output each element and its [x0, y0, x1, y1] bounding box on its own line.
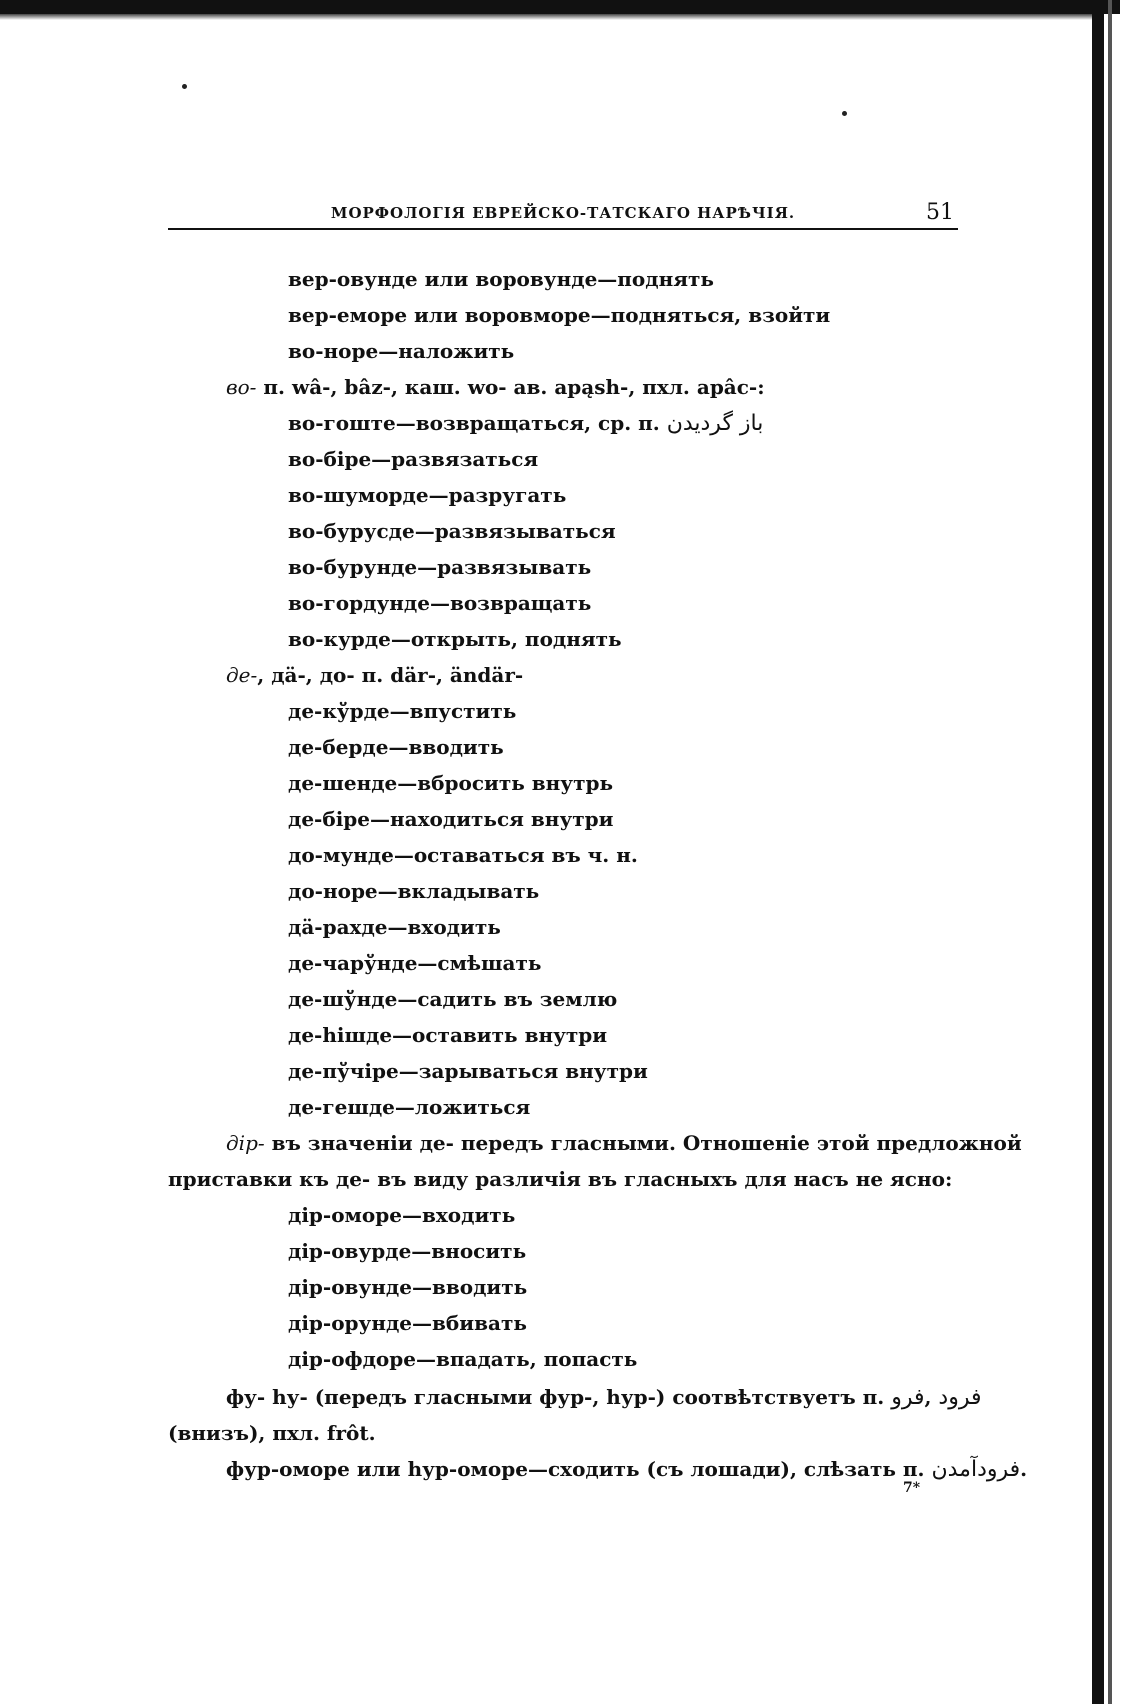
- prefix-label: во-: [226, 375, 257, 399]
- text-line: де-чарўнде—смѣшать: [288, 951, 542, 975]
- running-head: МОРФОЛОГІЯ ЕВРЕЙСКО-ТАТСКАГО НАРѢЧІЯ.: [330, 204, 796, 222]
- text-line: во-норе—наложить: [288, 339, 515, 363]
- scan-border-right: [1092, 0, 1104, 1704]
- persian-word: باز گردیدن: [666, 411, 764, 436]
- text-line: во-шуморде—разругать: [288, 483, 567, 507]
- text-line: во-гордунде—возвращать: [288, 591, 592, 615]
- text-line: де-гешде—ложиться: [288, 1095, 531, 1119]
- text-line: [288, 410, 763, 437]
- text-line: до-норе—вкладывать: [288, 879, 540, 903]
- persian-word: فرو: [891, 1385, 925, 1410]
- text-line: вер-еморе или воровморе—подняться, взойти: [288, 303, 831, 327]
- text-line: во-бурусде—развязываться: [288, 519, 616, 543]
- persian-word: فرود: [938, 1385, 982, 1410]
- scan-shadow-top: [0, 14, 1100, 20]
- text-line: де-берде—вводить: [288, 735, 504, 759]
- text-line: де-шенде—вбросить внутрь: [288, 771, 614, 795]
- paragraph-line: приставки къ де- въ виду различія въ гласныхъ для насъ не ясно:: [168, 1167, 953, 1191]
- gloss: во-гоште—возвращаться, ср. п.: [288, 411, 667, 435]
- scan-shadow-right: [1108, 0, 1112, 1704]
- text-line: во-курде—открыть, поднять: [288, 627, 622, 651]
- speck: [182, 84, 187, 89]
- text-line: дір-овурде—вносить: [288, 1239, 527, 1263]
- paragraph-text: въ значеніи де- передъ гласными. Отношеніе этой предложной: [264, 1131, 1022, 1155]
- page-header: [168, 200, 958, 230]
- paragraph-line: [226, 1130, 1022, 1156]
- text-line: де-шўнде—садить въ землю: [288, 987, 618, 1011]
- paragraph-line: фур-оморе или hур-оморе—сходить (съ лошади), слѣзать п. فرودآمدن.: [226, 1457, 1028, 1482]
- etymology: , дä-, до- п. där-, ändär-: [257, 663, 524, 687]
- paragraph-text: фу- hу- (передъ гласными фур-, hур-) соотвѣтствуетъ п.: [226, 1385, 885, 1409]
- signature-mark: 7*: [903, 1480, 921, 1496]
- text-line: [226, 662, 523, 688]
- persian-word: فرودآمدن: [931, 1457, 1021, 1482]
- paragraph-line: фу- hу- (передъ гласными фур-, hур-) соотвѣтствуетъ п. فرو, فرود: [226, 1385, 982, 1410]
- text-line: де-кўрде—впустить: [288, 699, 517, 723]
- paragraph-line: (внизъ), пхл. frôt.: [168, 1421, 376, 1445]
- text-line: дір-овунде—вводить: [288, 1275, 528, 1299]
- paragraph-text: фур-оморе или hур-оморе—сходить (съ лошади), слѣзать п.: [226, 1457, 925, 1481]
- prefix-label: де-: [226, 663, 258, 687]
- text-line: дір-орунде—вбивать: [288, 1311, 527, 1335]
- text-line: дір-оморе—входить: [288, 1203, 516, 1227]
- text-line: де-hішде—оставить внутри: [288, 1023, 608, 1047]
- page-number: 51: [926, 200, 954, 225]
- text-line: де-пўчіре—зарываться внутри: [288, 1059, 648, 1083]
- text-line: дір-офдоре—впадать, попасть: [288, 1347, 638, 1371]
- text-line: де-біре—находиться внутри: [288, 807, 614, 831]
- text-line: во-бурунде—развязывать: [288, 555, 592, 579]
- text-line: [226, 374, 765, 400]
- prefix-label: дір-: [226, 1131, 265, 1155]
- etymology: п. wâ-, bâz-, каш. wo- ав. apąsh-, пхл. apâc-:: [256, 375, 765, 399]
- speck: [842, 111, 847, 116]
- text-line: дä-рахде—входить: [288, 915, 501, 939]
- text-line: до-мунде—оставаться въ ч. н.: [288, 843, 638, 867]
- scan-border-top: [0, 0, 1120, 14]
- text-line: вер-овунде или воровунде—поднять: [288, 267, 714, 291]
- text-line: во-біре—развязаться: [288, 447, 539, 471]
